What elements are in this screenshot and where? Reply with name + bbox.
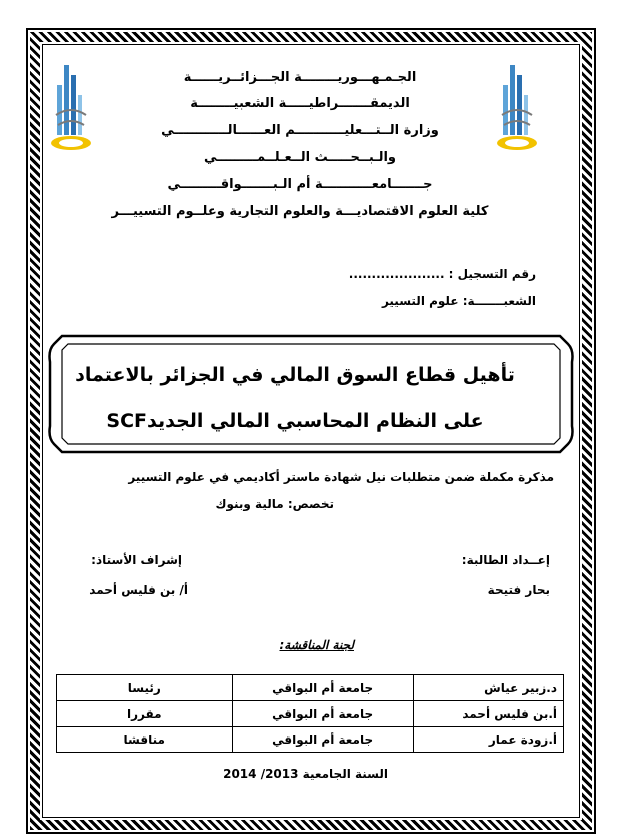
- committee-table: [56, 674, 564, 753]
- research-line: والـبــحـــــث الــعـلــمـــــــــي: [204, 150, 396, 165]
- member-university: جامعة أم البواقي: [232, 701, 413, 727]
- democratic-line: الديمقـــــــراطيـــــة الشعبيــــــــة: [190, 96, 410, 111]
- member-university: جامعة أم البواقي: [232, 675, 413, 701]
- faculty-line: كلية العلوم الاقتصاديـــة والعلوم التجارية وعلــوم التسييـــر: [111, 204, 489, 219]
- republic-line: الجـمـهـــوريــــــــة الجـــزائــريــــــة: [183, 70, 417, 85]
- university-logo-left: [46, 55, 96, 155]
- supervisor-name: أ/ بن فليس أحمد: [89, 583, 188, 597]
- table-row: [57, 701, 564, 727]
- table-row: [57, 675, 564, 701]
- registration-number: رقم التسجيل : .....................: [348, 267, 536, 281]
- member-role: مقررا: [57, 701, 233, 727]
- specialty: تخصص: مالية وبنوك: [215, 497, 334, 511]
- member-role: مناقشا: [57, 727, 233, 753]
- student-name: بحار فتيحة: [487, 583, 550, 597]
- academic-year: السنة الجامعية 2013/ 2014: [223, 767, 388, 781]
- thesis-title-line1: تأهيل قطاع السوق المالي في الجزائر بالاعتماد: [75, 364, 515, 386]
- institution-header: [110, 70, 490, 230]
- title-frame: [48, 332, 574, 456]
- member-name: أ.بن فليس أحمد: [413, 701, 563, 727]
- member-university: جامعة أم البواقي: [232, 727, 413, 753]
- member-role: رئيسا: [57, 675, 233, 701]
- member-name: أ.زودة عمار: [413, 727, 563, 753]
- ministry-line: وزارة الــتـــعليـــــــــــم العــــــالــــــــــــي: [161, 123, 439, 138]
- table-row: [57, 727, 564, 753]
- university-line: جـــــــامعـــــــــــة أم الـبـــــــواقـــــــــي: [167, 177, 433, 192]
- committee-heading: لجنة المناقشة:: [279, 638, 354, 652]
- student-label: إعــداد الطالبة:: [461, 553, 550, 567]
- member-name: د.زبير عياش: [413, 675, 563, 701]
- branch-label: الشعبـــــــة: علوم التسيير: [381, 294, 536, 308]
- memo-description: مذكرة مكملة ضمن متطلبات نيل شهادة ماستر أكاديمي في علوم التسيير: [128, 470, 554, 484]
- university-logo-right: [492, 55, 542, 155]
- thesis-title-line2: على النظام المحاسبي المالي الجديدSCF: [106, 410, 484, 432]
- supervisor-label: إشراف الأستاذ:: [91, 553, 182, 567]
